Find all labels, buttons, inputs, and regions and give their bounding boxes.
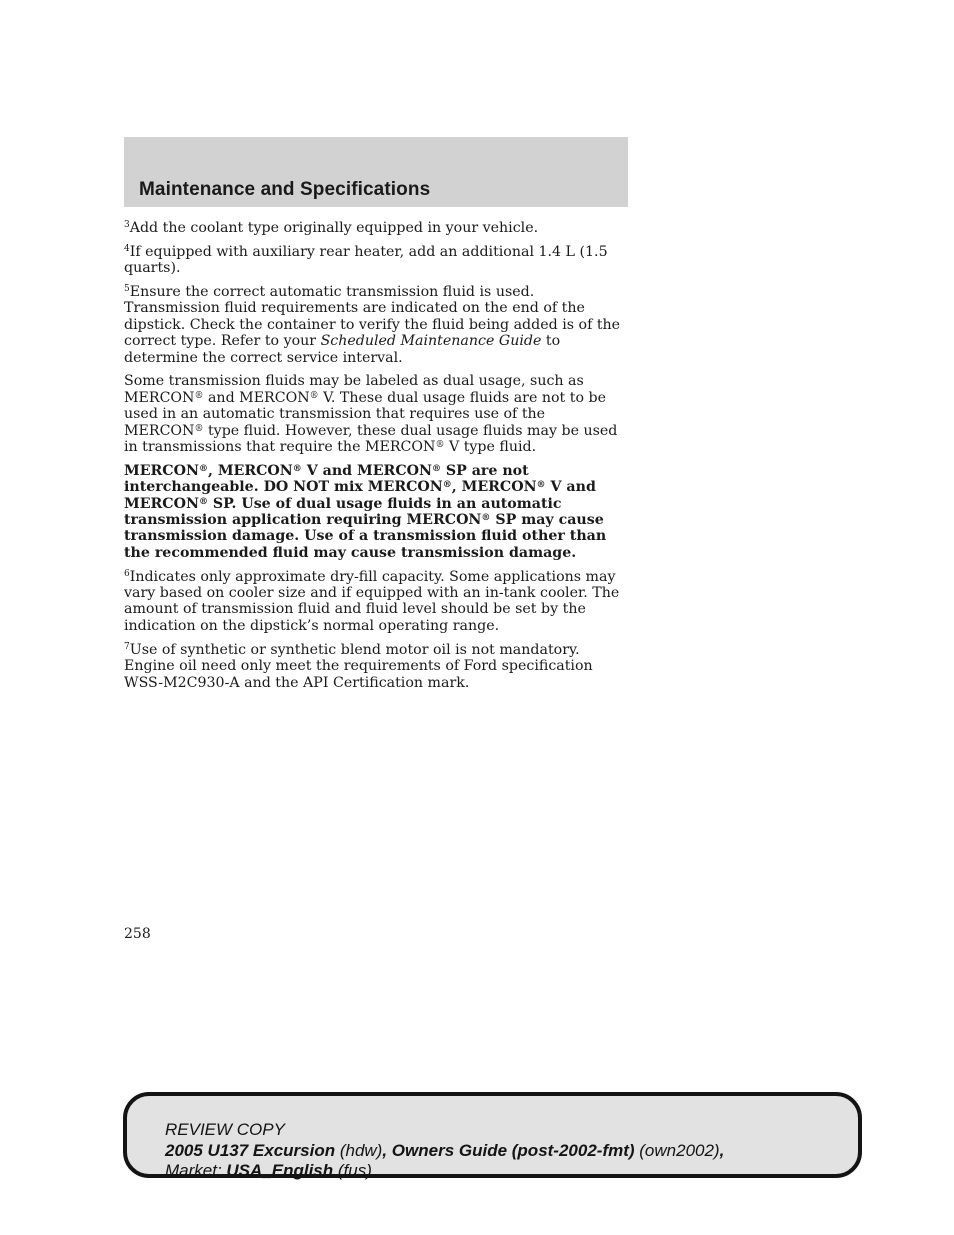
review-copy-text [165, 1120, 724, 1182]
section-header-band [124, 137, 628, 207]
registered-mark: ® [431, 463, 441, 474]
page-content [124, 220, 628, 698]
registered-mark: ® [536, 480, 546, 491]
registered-mark: ® [292, 463, 302, 474]
review-copy-box [123, 1092, 862, 1178]
registered-mark: ® [309, 390, 319, 401]
footnote-6: $^6$Indicates only approximate dry-fill capacity. Some applications may vary based on cooler size and if equipped with an in-tank cooler. The amount of transmission fluid and fluid level should be set by the indication on the dipstick’s normal operating range. [124, 568, 620, 634]
registered-mark: ® [194, 390, 204, 401]
document-identifier: 2005 U137 Excursion (hdw), Owners Guide (post-2002-fmt) (own2002), [165, 1140, 725, 1160]
registered-mark: ® [481, 513, 491, 524]
registered-mark: ® [198, 463, 208, 474]
footnote-4: $^4$If equipped with auxiliary rear heater, add an additional 1.4 L (1.5 quarts). [124, 243, 608, 277]
dual-usage-paragraph: Some transmission fluids may be labeled as dual usage, such as MERCON® and MERCON® V. These dual usage fluids are not to be used in an automatic transmission that requires use of the MERCON® type fluid. However, these dual usage fluids may be used in transmissions that require the MERCON® V type fluid. [124, 373, 618, 456]
section-title: Maintenance and Specifications [139, 179, 431, 200]
market-line: Market: USA_English (fus) [165, 1161, 372, 1180]
review-copy-label: REVIEW COPY [165, 1120, 285, 1139]
guide-reference: Scheduled Maintenance Guide [320, 333, 542, 350]
footnote-5: $^5$Ensure the correct automatic transmission fluid is used. Transmission fluid requirements are indicated on the end of the dipstick. Check the container to verify the fluid being added is of the correct type. Refer to your Scheduled Maintenance Guide to determine the correct service interval. [124, 284, 621, 366]
footnote-marker: 6 [124, 568, 130, 579]
registered-mark: ® [198, 496, 208, 507]
registered-mark: ® [442, 480, 452, 491]
warning-paragraph: MERCON®, MERCON® V and MERCON® SP are not interchangeable. DO NOT mix MERCON®, MERCON® V and MERCON® SP. Use of dual usage fluids in an automatic transmission application requiring MERCON® SP may cause transmission damage. Use of a transmission fluid other than the recommended fluid may cause transmission damage. [124, 462, 607, 561]
footnote-marker: 3 [124, 220, 130, 230]
page-number: 258 [124, 926, 151, 942]
footnote-marker: 5 [124, 284, 130, 294]
footnote-7: $^7$Use of synthetic or synthetic blend motor oil is not mandatory. Engine oil need only meet the requirements of Ford specification WSS-M2C930-A and the API Certification mark. [124, 641, 593, 691]
footnote-3: $^3$Add the coolant type originally equipped in your vehicle. [124, 220, 539, 236]
registered-mark: ® [194, 423, 204, 434]
footnote-marker: 4 [124, 243, 130, 254]
registered-mark: ® [435, 440, 445, 451]
footnote-marker: 7 [124, 641, 130, 652]
